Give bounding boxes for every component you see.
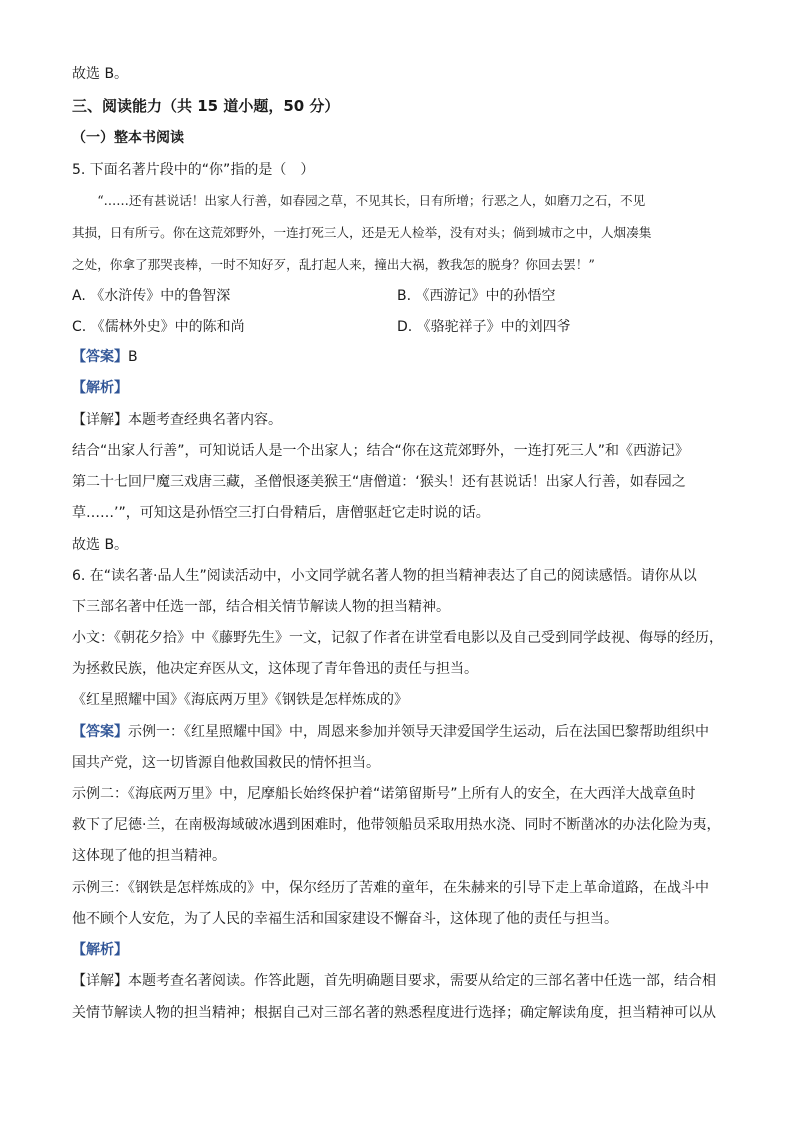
section-heading: 三、阅读能力（共 15 道小题，50 分） (72, 97, 340, 115)
detail-line-1: 【详解】本题考查经典名著内容。 (72, 412, 282, 428)
answer-6-line-6: 示例三：《钢铁是怎样炼成的》中，保尔经历了苦难的童年，在朱赫来的引导下走上革命道路，在战斗中 (72, 880, 709, 896)
answer-6-line-1 (72, 722, 722, 742)
detail-line-2: 结合“出家人行善”，可知说话人是一个出家人；结合“你在这荒郊野外，一连打死三人”和《西游记》 (72, 443, 690, 459)
question-6-line-1: 6. 在“读名著·品人生”阅读活动中，小文同学就名著人物的担当精神表达了自己的阅读感悟。请你从以 (72, 568, 697, 584)
conclusion-line-2: 故选 B。 (72, 537, 129, 553)
answer-6-line-4: 救下了尼德·兰，在南极海域破冰遇到困难时，他带领船员采取用热水浇、同时不断凿冰的办法化险为夷， (72, 817, 721, 833)
question-6-line-2: 下三部名著中任选一部，结合相关情节解读人物的担当精神。 (72, 599, 450, 615)
detail-6-line-2: 关情节解读人物的担当精神；根据自己对三部名著的熟悉程度进行选择；确定解读角度，担当精神可以从 (72, 1005, 716, 1021)
detail-line-4: 草……’”，可知这是孙悟空三打白骨精后，唐僧驱赶它走时说的话。 (72, 505, 490, 521)
book-list: 《红星照耀中国》《海底两万里》《钢铁是怎样炼成的》 (72, 692, 408, 708)
quote-line-3: 之处，你拿了那哭丧棒，一时不知好歹，乱打起人来，撞出大祸，教我怎的脱身？你回去罢！” (72, 257, 595, 272)
detail-6-line-1: 【详解】本题考查名著阅读。作答此题，首先明确题目要求，需要从给定的三部名著中任选一部，结合相 (72, 973, 716, 989)
answer-6-line-7: 他不顾个人安危，为了人民的幸福生活和国家建设不懈奋斗，这体现了他的责任与担当。 (72, 911, 618, 927)
answer-6-line-3: 示例二：《海底两万里》中，尼摩船长始终保护着“诺第留斯号”上所有人的安全，在大西洋大战章鱼时 (72, 786, 696, 802)
answer-6-text: 示例一：《红星照耀中国》中，周恩来参加并领导天津爱国学生运动，后在法国巴黎帮助组织中 (128, 724, 709, 740)
answer-line (72, 347, 722, 367)
option-b: B. 《西游记》中的孙悟空 (397, 288, 556, 304)
answer-value: B (128, 349, 138, 365)
quote-line-1: “……还有甚说话！出家人行善，如春园之草，不见其长，日有所增；行恶之人，如磨刀之石，不见 (72, 193, 646, 208)
question-5-stem: 5. 下面名著片段中的“你”指的是（ ） (72, 162, 315, 178)
detail-line-3: 第二十七回尸魔三戏唐三藏，圣僧恨逐美猴王“唐僧道：‘猴头！还有甚说话！出家人行善，如春园之 (72, 474, 686, 490)
question-6-example-1: 小文：《朝花夕拾》中《藤野先生》一文，记叙了作者在讲堂看电影以及自己受到同学歧视、侮辱的经历， (72, 630, 723, 646)
question-6-example-2: 为拯救民族，他决定弃医从文，这体现了青年鲁迅的责任与担当。 (72, 661, 478, 677)
conclusion-line: 故选 B。 (72, 66, 129, 82)
option-c: C. 《儒林外史》中的陈和尚 (72, 319, 245, 335)
answer-6-tag: 【答案】 (72, 724, 128, 740)
answer-tag: 【答案】 (72, 349, 128, 365)
answer-6-line-5: 这体现了他的担当精神。 (72, 848, 226, 864)
analysis-tag: 【解析】 (72, 380, 128, 396)
answer-6-line-2: 国共产党，这一切皆源自他救国救民的情怀担当。 (72, 755, 380, 771)
option-a: A. 《水浒传》中的鲁智深 (72, 288, 231, 304)
analysis-6-tag: 【解析】 (72, 942, 128, 958)
option-d: D. 《骆驼祥子》中的刘四爷 (397, 319, 571, 335)
subsection-heading: （一）整本书阅读 (72, 130, 184, 146)
quote-line-2: 其损，日有所亏。你在这荒郊野外，一连打死三人，还是无人检举，没有对头；倘到城市之中，人烟凑集 (72, 225, 652, 240)
